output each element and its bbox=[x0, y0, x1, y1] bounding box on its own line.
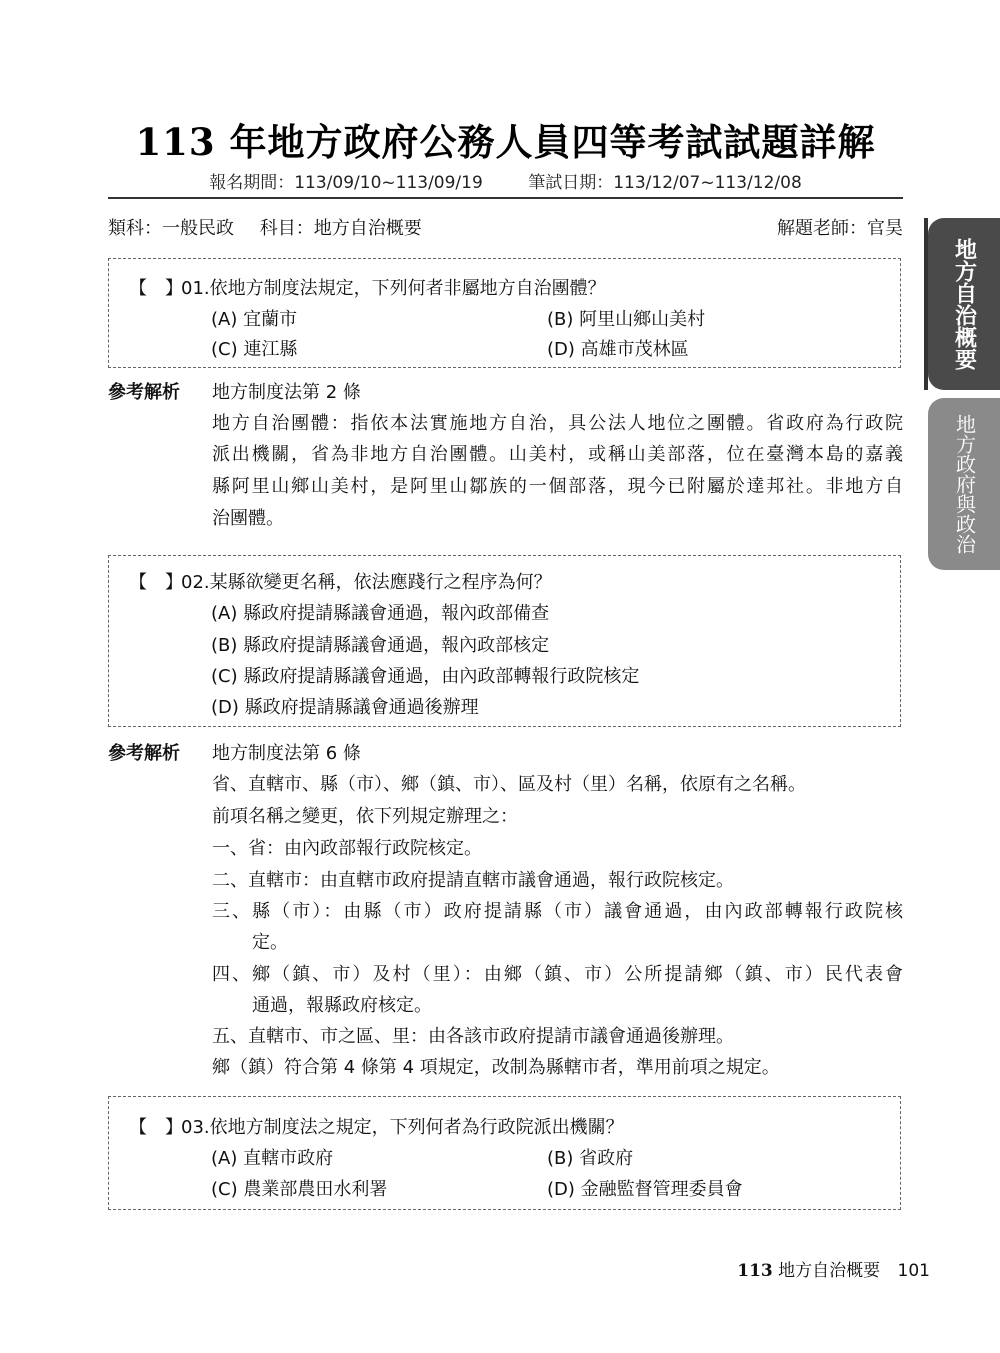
exam-date: 筆試日期：113/12/07~113/12/08 bbox=[528, 173, 802, 193]
option-c: (C) 縣政府提請縣議會通過，由內政部轉報行政院核定 bbox=[211, 666, 640, 687]
question-text: 02.某縣欲變更名稱，依法應踐行之程序為何？ bbox=[181, 572, 552, 593]
analysis-line: 治團體。 bbox=[212, 508, 284, 529]
option-d: (D) 金融監督管理委員會 bbox=[547, 1179, 743, 1200]
analysis-1 bbox=[108, 378, 903, 528]
answer-bracket: 【 】 bbox=[129, 1117, 183, 1138]
page-title: 113 年地方政府公務人員四等考試試題詳解 bbox=[135, 120, 876, 164]
answer-bracket: 【 】 bbox=[129, 278, 183, 299]
analysis-label: 參考解析 bbox=[108, 382, 180, 403]
page-number: 101 bbox=[897, 1261, 930, 1281]
side-tab-local-autonomy[interactable]: 地方自治概要 bbox=[928, 218, 1000, 390]
analysis-line: 五、直轄市、市之區、里：由各該市政府提請市議會通過後辦理。 bbox=[212, 1026, 734, 1047]
registration-period: 報名期間：113/09/10~113/09/19 bbox=[209, 173, 483, 193]
option-b: (B) 省政府 bbox=[547, 1148, 634, 1169]
option-b: (B) 阿里山鄉山美村 bbox=[547, 309, 706, 330]
analysis-label: 參考解析 bbox=[108, 743, 180, 764]
analysis-line: 三、縣（市）：由縣（市）政府提請縣（市）議會通過，由內政部轉報行政院核 bbox=[212, 901, 903, 922]
subject: 科目：地方自治概要 bbox=[259, 218, 422, 239]
teacher: 解題老師：官昊 bbox=[777, 218, 903, 239]
analysis-line: 四、鄉（鎮、市）及村（里）：由鄉（鎮、市）公所提請鄉（鎮、市）民代表會 bbox=[212, 964, 903, 985]
analysis-line: 派出機關，省為非地方自治團體。山美村，或稱山美部落，位在臺灣本島的嘉義 bbox=[212, 444, 903, 465]
analysis-line: 地方制度法第 6 條 bbox=[212, 743, 361, 764]
analysis-2 bbox=[108, 739, 903, 1079]
page-footer bbox=[737, 1256, 930, 1281]
option-d: (D) 高雄市茂林區 bbox=[547, 339, 689, 360]
analysis-line: 通過，報縣政府核定。 bbox=[252, 995, 432, 1016]
analysis-line: 縣阿里山鄉山美村，是阿里山鄒族的一個部落，現今已附屬於達邦社。非地方自 bbox=[212, 476, 903, 497]
analysis-line: 定。 bbox=[252, 932, 288, 953]
option-a: (A) 直轄市政府 bbox=[211, 1148, 334, 1169]
header-rule bbox=[108, 197, 903, 199]
category: 類科：一般民政 bbox=[108, 218, 234, 239]
analysis-line: 地方自治團體：指依本法實施地方自治，具公法人地位之團體。省政府為行政院 bbox=[212, 413, 903, 434]
answer-bracket: 【 】 bbox=[129, 572, 183, 593]
analysis-line: 鄉（鎮）符合第 4 條第 4 項規定，改制為縣轄市者，準用前項之規定。 bbox=[212, 1057, 780, 1078]
option-b: (B) 縣政府提請縣議會通過，報內政部核定 bbox=[211, 635, 550, 656]
analysis-line: 省、直轄市、縣（市）、鄉（鎮、市）、區及村（里）名稱，依原有之名稱。 bbox=[212, 774, 806, 795]
analysis-line: 地方制度法第 2 條 bbox=[212, 382, 361, 403]
question-box-3 bbox=[108, 1096, 901, 1210]
analysis-line: 二、直轄市：由直轄市政府提請直轄市議會通過，報行政院核定。 bbox=[212, 870, 734, 891]
footer-year: 113 bbox=[737, 1261, 773, 1281]
question-box-2 bbox=[108, 555, 901, 727]
question-text: 03.依地方制度法之規定，下列何者為行政院派出機關？ bbox=[181, 1117, 624, 1138]
side-tab-local-government[interactable]: 地方政府與政治 bbox=[928, 398, 1000, 570]
exam-meta bbox=[108, 214, 903, 240]
option-a: (A) 縣政府提請縣議會通過，報內政部備查 bbox=[211, 603, 550, 624]
option-c: (C) 連江縣 bbox=[211, 339, 298, 360]
analysis-line: 一、省：由內政部報行政院核定。 bbox=[212, 838, 482, 859]
analysis-line: 前項名稱之變更，依下列規定辦理之： bbox=[212, 806, 518, 827]
option-a: (A) 宜蘭市 bbox=[211, 309, 298, 330]
footer-book-title: 地方自治概要 bbox=[778, 1261, 881, 1281]
question-box-1 bbox=[108, 258, 901, 368]
option-d: (D) 縣政府提請縣議會通過後辦理 bbox=[211, 697, 479, 718]
exam-schedule bbox=[108, 168, 903, 193]
option-c: (C) 農業部農田水利署 bbox=[211, 1179, 388, 1200]
question-text: 01.依地方制度法規定，下列何者非屬地方自治團體？ bbox=[181, 278, 606, 299]
